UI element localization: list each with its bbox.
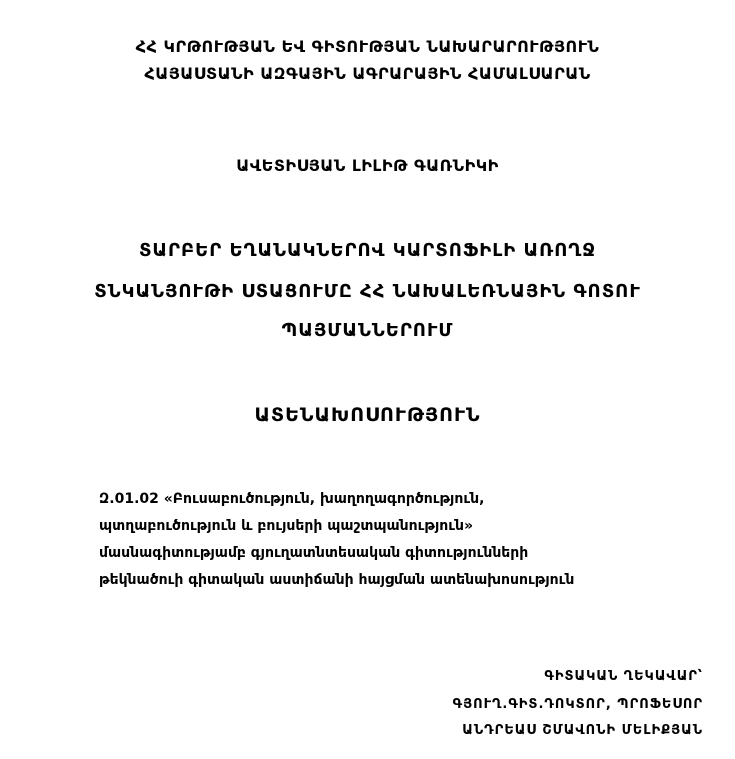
- specialty-line-4: թեկնածուի գիտական աստիճանի հայցման ատենախոսություն: [99, 572, 575, 588]
- specialty-line-2: պտղաբուծություն և բույսերի պաշտպանություն»: [99, 518, 474, 534]
- thesis-title-line-1: ՏԱՐԲԵՐ ԵՂԱՆԱԿՆԵՐՈՎ ԿԱՐՏՈՖԻԼԻ ԱՌՈՂՋ: [138, 240, 597, 261]
- thesis-title-line-2: ՏՆԿԱՆՅՈՒԹԻ ՍՏԱՑՈՒՄԸ ՀՀ ՆԱԽԱԼԵՌՆԱՅԻՆ ԳՈՏՈՒ: [94, 281, 641, 302]
- advisor-degree: ԳՅՈՒՂ.ԳԻՏ.ԴՈԿՏՈՐ, ՊՐՈՖԵՍՈՐ: [452, 697, 703, 712]
- university-heading: ՀԱՅԱՍՏԱՆԻ ԱԶԳԱՅԻՆ ԱԳՐԱՐԱՅԻՆ ՀԱՄԱԼՍԱՐԱՆ: [144, 64, 591, 83]
- advisor-name: ԱՆԴՐԵԱՍ ՇՄԱՎՈՆԻ ՄԵԼԻՔՅԱՆ: [462, 723, 703, 738]
- document-type-heading: ԱՏԵՆԱԽՈՍՈՒԹՅՈՒՆ: [254, 404, 481, 426]
- ministry-heading: ՀՀ ԿՐԹՈՒԹՅԱՆ ԵՎ ԳԻՏՈՒԹՅԱՆ ՆԱԽԱՐԱՐՈՒԹՅՈՒՆ: [135, 37, 600, 56]
- author-name: ԱՎԵՏԻՍՅԱՆ ԼԻԼԻԹ ԳԱՌՆԻԿԻ: [236, 156, 499, 175]
- specialty-line-3: մասնագիտությամբ գյուղատնտեսական գիտությունների: [99, 545, 529, 561]
- specialty-line-1: Զ.01.02 «Բուսաբուծություն, խաղողագործություն,: [99, 491, 485, 507]
- thesis-title-line-3: ՊԱՅՄԱՆՆԵՐՈՒՄ: [281, 320, 454, 341]
- advisor-label: ԳԻՏԱԿԱՆ ՂԵԿԱՎԱՐ՝: [544, 669, 703, 684]
